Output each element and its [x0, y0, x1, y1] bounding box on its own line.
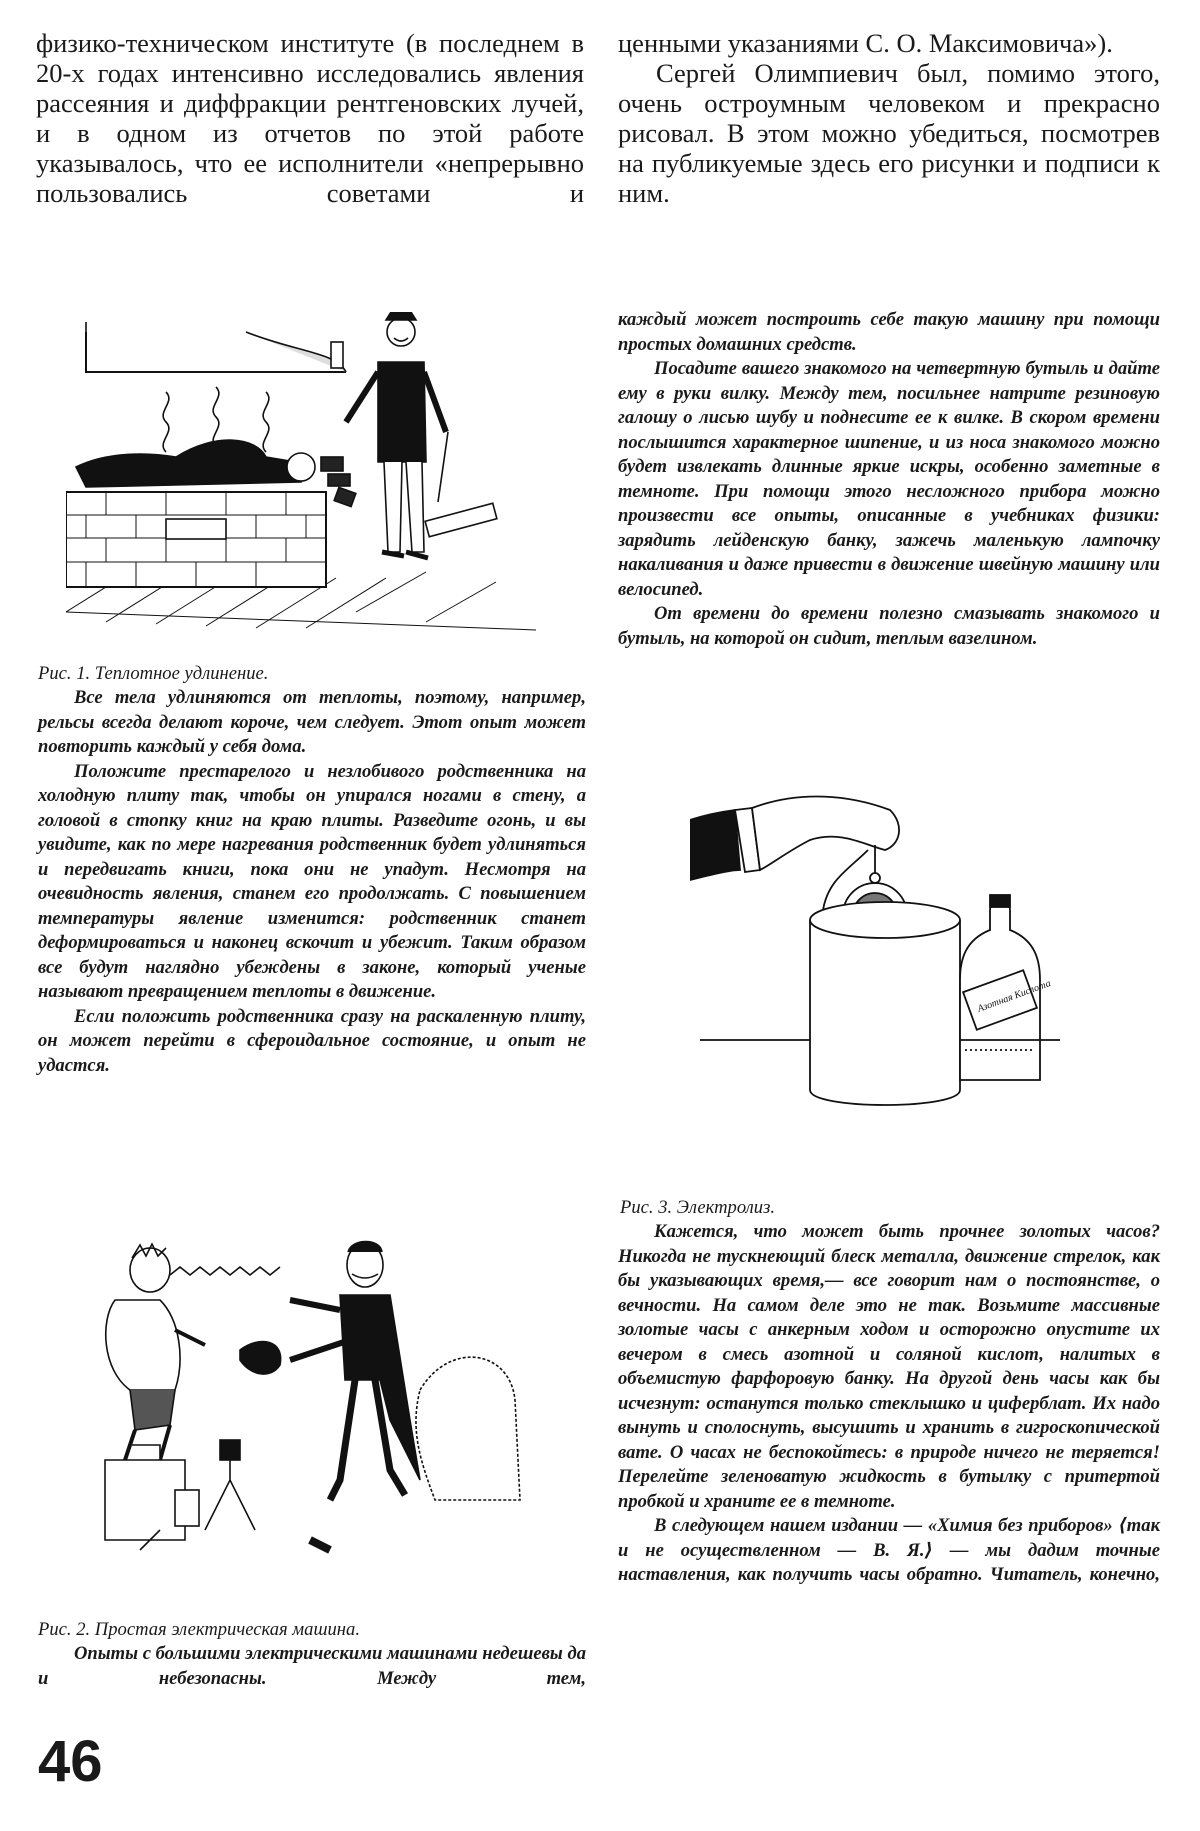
bottle	[105, 1445, 185, 1540]
figure-3-illustration	[690, 790, 1060, 1120]
figure-2-caption: Рис. 2. Простая электрическая машина.	[38, 1619, 360, 1640]
fig1-paragraph-2: Положите престарелого и незлобивого родственника на холодную плиту так, чтобы он упирался ногами в стену, а головой в стопку книг на краю плиты. Разведите огонь, и вы увидите, как по мере нагревания родственник будет удлиняться и передвигать книги, пока они не упадут. Несмотря на очевидность явления, станем его продолжать. С повышением температуры явление изменится: родственник станет деформироваться и наконец вскочит и убежит. Таким образом все будут наглядно убеждены в законе, который ученые называют превращением теплоты в движение.	[38, 760, 586, 1002]
tailcoat-man	[290, 1242, 420, 1501]
steam-2	[213, 387, 219, 447]
spark	[170, 1267, 280, 1275]
lying-man	[76, 440, 306, 487]
acid-bottle	[960, 895, 1052, 1080]
top-right-column	[618, 28, 1160, 208]
top-left-column	[36, 28, 584, 208]
fig3-paragraph-2: В следующем нашем издании — «Химия без приборов» ⟨так и не осуществленном — В. Я.⟩ — мы дадим точные наставления, как получить часы обратно. Читатель, конечно,	[618, 1515, 1160, 1585]
top-left-paragraph: физико-техническом институте (в последнем в 20-х годах интенсивно исследовались явления рассеяния и диффракции рентгеновских лучей, и в одном из отчетов по этой работе указывалось, что ее исполнители «непрерывно пользовались советами и	[36, 28, 584, 208]
fig1-paragraph-3: Если положить родственника сразу на раскаленную плиту, он может перейти в сфероидальное состояние, и опыт не удастся.	[38, 1005, 586, 1076]
top-right-paragraph-2: Сергей Олимпиевич был, помимо этого, очень остроумным человеком и прекрасно рисовал. В этом можно убедиться, посмотрев на публикуемые здесь его рисунки и подписи к ним.	[618, 58, 1160, 208]
steam-3	[263, 392, 269, 452]
hand	[752, 796, 899, 870]
bottle-label: Азотная Кислота	[976, 978, 1053, 1015]
electric-machine-drawing	[90, 1240, 540, 1580]
fig3-paragraph-1: Кажется, что может быть прочнее золотых часов? Никогда не тускнеющий блеск металла, движение стрелок, как бы указывающих время,— все говорит нам о постоянстве, о вечности. На самом деле это не так. Возьмите массивные золотые часы с анкерным ходом и осторожно опустите их вечером в смесь азотной и соляной кислот, налитых в объемистую фарфоровую банку. На другой день часы как бы исчезнут: останутся только стеклышко и циферблат. Их надо вынуть и сполоснуть, высушить и хранить в гигроскопической вате. О часах не беспокойтесь: в природе ничего не теряется! Перелейте зеленоватую жидкость в бутылку с притертой пробкой и храните ее в темноте.	[618, 1221, 1160, 1512]
steam-1	[163, 392, 169, 452]
right-paragraph-1: каждый может построить себе такую машину при помощи простых домашних средств.	[618, 309, 1160, 355]
galosh	[240, 1342, 281, 1374]
fig2-paragraph-1: Опыты с большими электрическими машинами недешевы да и небезопасны. Между тем,	[38, 1643, 586, 1689]
figure-3-text	[618, 1220, 1160, 1588]
sleeve	[690, 810, 740, 880]
figure-3-caption: Рис. 3. Электролиз.	[620, 1197, 775, 1218]
page-number: 46	[38, 1729, 103, 1794]
right-italic-text	[618, 308, 1160, 651]
figure-1-text	[38, 686, 586, 1078]
right-paragraph-2: Посадите вашего знакомого на четвертную бутыль и дайте ему в руки вилку. Между тем, посильнее натрите резиновую галошу о лисью шубу и поднесите ее к вилке. В скором времени послышится характерное шипение, и из носа знакомого можно будет извлекать длинные яркие искры, особенно заметные в темноте. При помощи этого несложного прибора можно произвести все опыты, описанные в учебниках физики: зарядить лейденскую банку, зажечь маленькую лампочку накаливания и даже привести в движение швейную машину или велосипед.	[618, 358, 1160, 600]
figure-1-illustration	[66, 312, 536, 632]
leyden-jar	[175, 1490, 199, 1526]
figure-2-text	[38, 1642, 586, 1691]
porcelain-jar	[810, 920, 960, 1105]
stove-door	[166, 519, 226, 539]
figure-1-caption: Рис. 1. Теплотное удлинение.	[38, 663, 269, 684]
thermal-elongation-drawing	[66, 312, 536, 632]
figure-2-illustration	[90, 1240, 540, 1580]
right-paragraph-3: От времени до времени полезно смазывать знакомого и бутыль, на которой он сидит, теплым вазелином.	[618, 603, 1160, 649]
fur-coat	[416, 1357, 520, 1500]
fig1-paragraph-1: Все тела удлиняются от теплоты, поэтому, например, рельсы всегда делают короче, чем следует. Этот опыт может повторить каждый у себя дома.	[38, 687, 586, 757]
sitting-man	[106, 1244, 205, 1460]
top-right-paragraph-1: ценными указаниями С. О. Максимовича»).	[618, 28, 1113, 58]
electrolysis-drawing	[690, 790, 1060, 1120]
